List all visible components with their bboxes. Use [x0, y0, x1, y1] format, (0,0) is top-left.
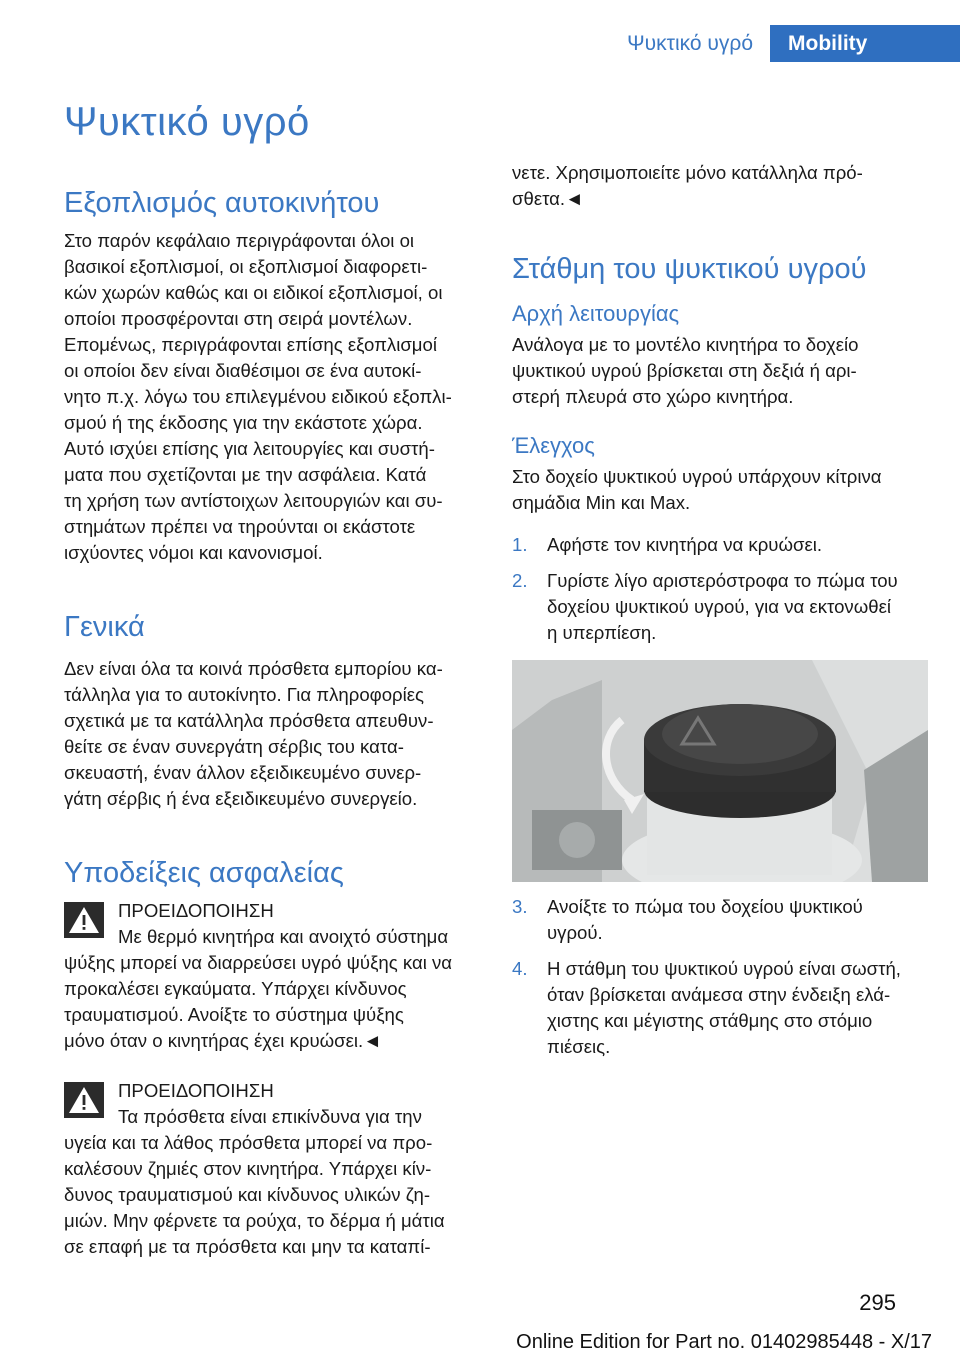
text-line: βασικοί εξοπλισμοί, οι εξοπλισμοί διαφορετι-	[64, 256, 428, 277]
general-heading: Γενικά	[64, 611, 145, 643]
text-line: ισχύοντες νόμοι και κανονισμοί.	[64, 542, 323, 563]
text-line: νετε. Χρησιμοποιείτε μόνο κατάλληλα πρό-	[512, 162, 863, 183]
warning-text	[64, 950, 476, 1054]
text-line: χιστης και μέγιστης στάθμης στο στόμιο	[547, 1010, 873, 1031]
step-number: 2.	[512, 570, 528, 591]
check-heading: Έλεγχος	[512, 433, 595, 458]
text-line: δυνος τραυματισμού και κίνδυνος υλικών ζη-	[64, 1184, 431, 1205]
text-line: ψυκτικού υγρού βρίσκεται στη δεξιά ή αρι-	[512, 360, 857, 381]
text-line: Δεν είναι όλα τα κοινά πρόσθετα εμπορίου κα-	[64, 658, 443, 679]
text-line: οποίοι προσφέρονται στη σειρά μοντέλων.	[64, 308, 413, 329]
text-line: οι οποίοι δεν είναι διαθέσιμοι σε ένα αυτοκί-	[64, 360, 422, 381]
text-line: τραυματισμού. Ανοίξτε το σύστημα ψύξης	[64, 1004, 404, 1025]
warning-icon	[64, 902, 104, 938]
list-item	[512, 894, 924, 946]
header-tabs	[610, 25, 960, 62]
coolant-cap-image	[512, 660, 928, 882]
equipment-heading: Εξοπλισμός αυτοκινήτου	[64, 187, 380, 219]
text-line: κών χωρών καθώς και οι ειδικοί εξοπλισμοί, οι	[64, 282, 443, 303]
text-line: δοχείου ψυκτικού υγρού, για να εκτονωθεί	[547, 596, 892, 617]
text-line: σκευαστή, έναν άλλον εξειδικευμένο συνερ-	[64, 762, 422, 783]
safety-heading: Υποδείξεις ασφαλείας	[64, 857, 344, 889]
text-line: σμού ή της έκδοσης για την εκάστοτε χώρα.	[64, 412, 423, 433]
text-line: υγεία και τα λάθος πρόσθετα μπορεί να προ-	[64, 1132, 433, 1153]
text-line: όταν βρίσκεται ανάμεσα στην ένδειξη ελά-	[547, 984, 891, 1005]
steps-list	[512, 894, 924, 1060]
list-item	[512, 568, 924, 646]
text-line: στημάτων πρέπει να τηρούνται οι εκάστοτε	[64, 516, 416, 537]
text-line: Στο παρόν κεφάλαιο περιγράφονται όλοι οι	[64, 230, 415, 251]
text-line: πιέσεις.	[547, 1036, 611, 1057]
text-line: θείτε σε έναν συνεργάτη σέρβις του κατα-	[64, 736, 404, 757]
text-line: ψύξης μπορεί να διαρρεύσει υγρό ψύξης και να	[64, 952, 453, 973]
text-line: υγρού.	[547, 922, 603, 943]
right-column	[512, 160, 924, 1070]
page-number: 295	[859, 1290, 896, 1315]
level-heading: Στάθμη του ψυκτικού υγρού	[512, 253, 867, 285]
step-text	[547, 532, 822, 558]
text-line: σχετικά με τα κατάλληλα πρόσθετα απευθυν-	[64, 710, 434, 731]
step-number: 1.	[512, 534, 528, 555]
section-tab[interactable]: Ψυκτικό υγρό	[610, 25, 770, 62]
list-item	[512, 532, 924, 558]
text-line: καλέσουν ζημιές στον κινητήρα. Υπάρχει κίν-	[64, 1158, 432, 1179]
text-line: σημάδια Min και Max.	[512, 492, 691, 513]
check-text	[512, 464, 924, 516]
left-column	[64, 186, 476, 1260]
text-line: Ανοίξτε το πώμα του δοχείου ψυκτικού	[547, 896, 863, 917]
warning-first-line: Με θερμό κινητήρα και ανοιχτό σύστημα	[118, 926, 449, 947]
text-line: νητο π.χ. λόγω του επιλεγμένου ειδικού εξοπλι-	[64, 386, 452, 407]
warning-block	[64, 1078, 476, 1260]
principle-heading: Αρχή λειτουργίας	[512, 301, 680, 326]
step-number: 3.	[512, 896, 528, 917]
chapter-tab[interactable]: Mobility	[770, 25, 960, 62]
principle-text	[512, 332, 924, 410]
text-line: προκαλέσει εγκαύματα. Υπάρχει κίνδυνος	[64, 978, 407, 999]
footer-edition: Online Edition for Part no. 01402985448 - X/17	[516, 1331, 932, 1353]
steps-list	[512, 532, 924, 646]
general-text	[64, 656, 476, 812]
text-line: η υπερπίεση.	[547, 622, 657, 643]
text-line: Επομένως, περιγράφονται επίσης εξοπλισμοί	[64, 334, 437, 355]
text-line: Αυτό ισχύει επίσης για λειτουργίες και συστή-	[64, 438, 435, 459]
text-line: στερή πλευρά στο χώρο κινητήρα.	[512, 386, 794, 407]
warning-first-line: Τα πρόσθετα είναι επικίνδυνα για την	[118, 1106, 422, 1127]
text-line: μόνο όταν ο κινητήρας έχει κρυώσει.◄	[64, 1030, 382, 1051]
warning-block	[64, 898, 476, 1054]
warning-text	[64, 1130, 476, 1260]
warning-label: ΠΡΟΕΙΔΟΠΟΙΗΣΗ	[118, 1080, 274, 1101]
text-line: τάλληλα για το αυτοκίνητο. Για πληροφορίες	[64, 684, 425, 705]
step-text	[547, 894, 863, 946]
step-text	[547, 956, 901, 1060]
page-title: Ψυκτικό υγρό	[64, 100, 310, 144]
continuation-text	[512, 160, 924, 212]
warning-label: ΠΡΟΕΙΔΟΠΟΙΗΣΗ	[118, 900, 274, 921]
equipment-text	[64, 228, 476, 566]
list-item	[512, 956, 924, 1060]
text-line: μιών. Μην φέρνετε τα ρούχα, το δέρμα ή μάτια	[64, 1210, 445, 1231]
text-line: γάτη σέρβις ή ένα εξειδικευμένο συνεργείο.	[64, 788, 418, 809]
step-text	[547, 568, 898, 646]
text-line: Αφήστε τον κινητήρα να κρυώσει.	[547, 534, 823, 555]
text-line: σε επαφή με τα πρόσθετα και μην τα καταπί-	[64, 1236, 431, 1257]
step-number: 4.	[512, 958, 528, 979]
text-line: ματα που σχετίζονται με την ασφάλεια. Κατά	[64, 464, 427, 485]
text-line: Η στάθμη του ψυκτικού υγρού είναι σωστή,	[547, 958, 901, 979]
warning-icon	[64, 1082, 104, 1118]
text-line: σθετα.◄	[512, 188, 584, 209]
text-line: Ανάλογα με το μοντέλο κινητήρα το δοχείο	[512, 334, 859, 355]
text-line: Γυρίστε λίγο αριστερόστροφα το πώμα του	[547, 570, 898, 591]
text-line: τη χρήση των αντίστοιχων λειτουργιών και συ-	[64, 490, 443, 511]
text-line: Στο δοχείο ψυκτικού υγρού υπάρχουν κίτρινα	[512, 466, 882, 487]
